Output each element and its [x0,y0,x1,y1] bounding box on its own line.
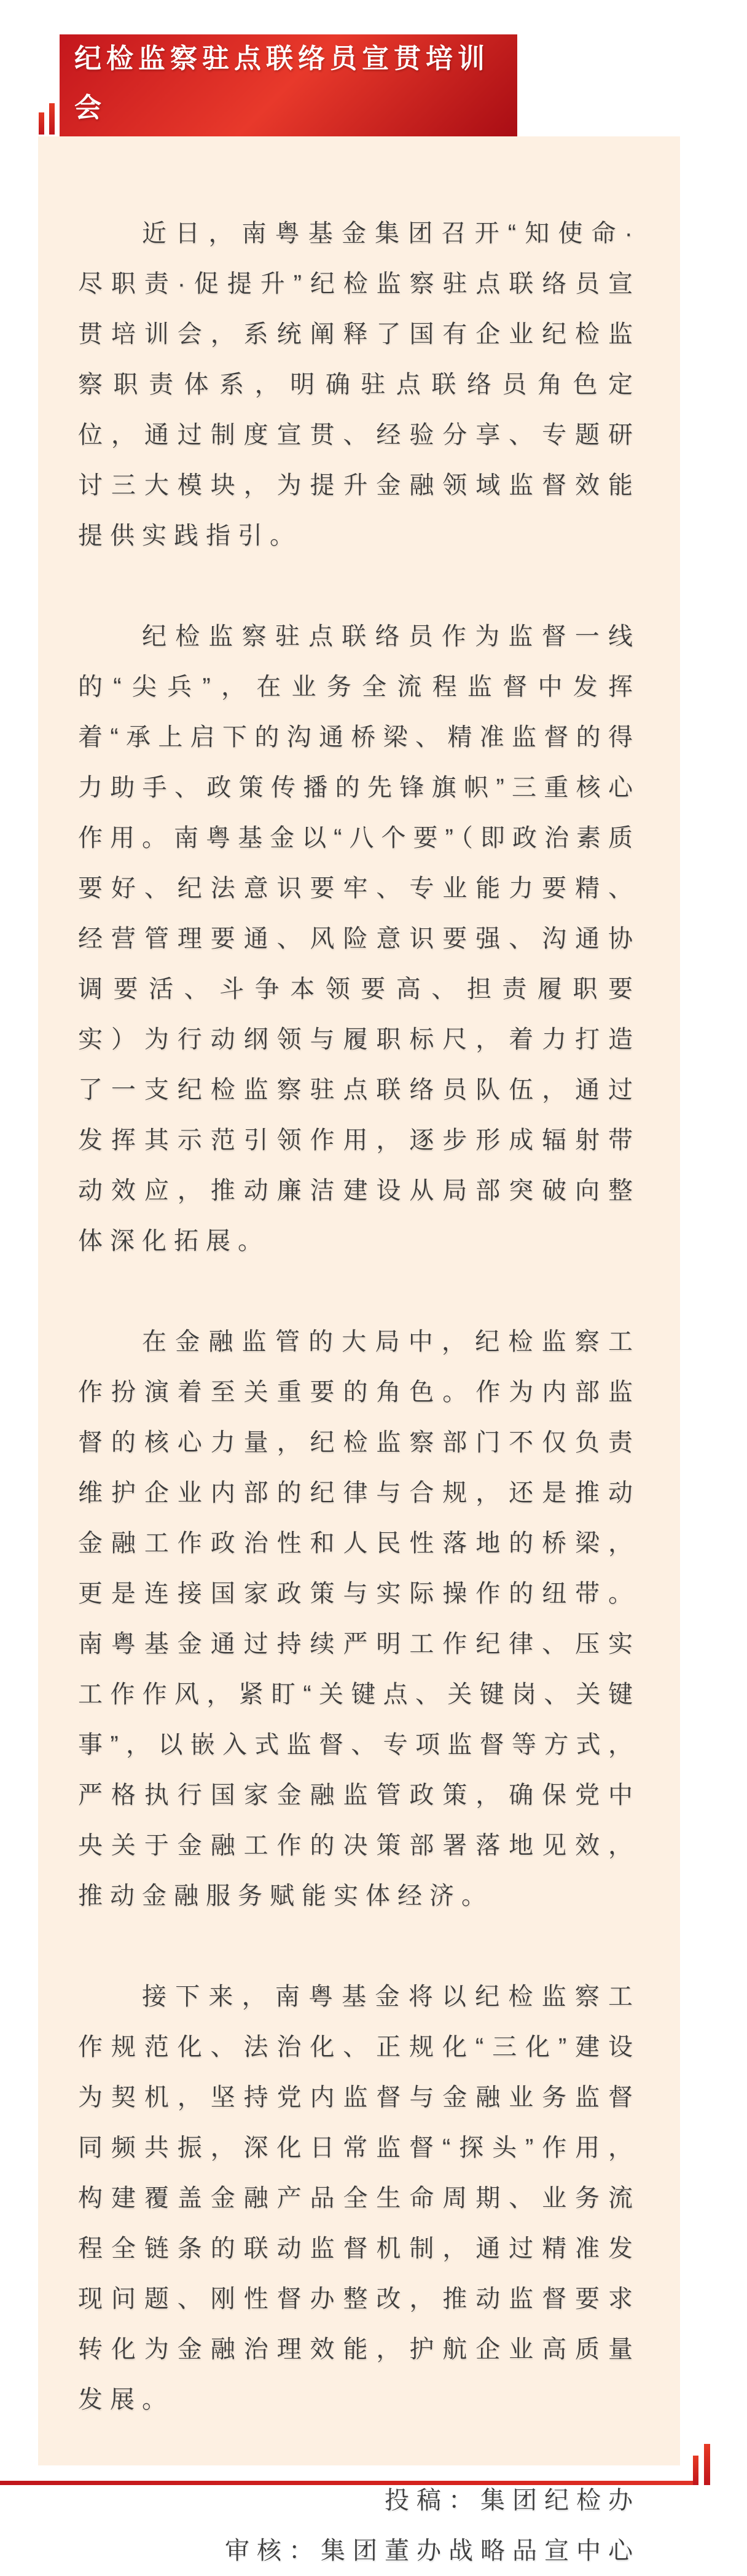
top-left-accent-bar-tall [49,103,55,135]
bottom-right-accent-bar-tall [704,2444,710,2485]
article-paragraph: 近日，南粤基金集团召开“知使命·尽职责·促提升”纪检监察驻点联络员宣贯培训会，系统阐释了国有企业纪检监察职责体系，明确驻点联络员角色定位，通过制度宣贯、经验分享、专题研讨三大模块，为提升金融领域监督效能提供实践指引。 [78,220,640,549]
top-left-accent-bar-short [39,112,44,135]
title-banner [60,34,517,136]
byline-submitter: 投稿：集团纪检办 [385,2487,640,2514]
article-paragraph: 接下来，南粤基金将以纪检监察工作规范化、法治化、正规化“三化”建设为契机，坚持党内监督与金融业务监督同频共振，深化日常监督“探头”作用，构建覆盖金融产品全生命周期、业务流程全链条的联动监督机制，通过精准发现问题、刚性督办整改，推动监督要求转化为金融治理效能，护航企业高质量发展。 [78,1983,640,2413]
byline-block [78,2475,640,2576]
article-title: 纪检监察驻点联络员宣贯培训会 [74,44,490,123]
bottom-accent-line [0,2481,698,2485]
article-paragraph: 在金融监管的大局中，纪检监察工作扮演着至关重要的角色。作为内部监督的核心力量，纪检监察部门不仅负责维护企业内部的纪律与合规，还是推动金融工作政治性和人民性落地的桥梁，更是连接国家政策与实际操作的纽带。南粤基金通过持续严明工作纪律、压实工作作风，紧盯“关键点、关键岗、关键事”，以嵌入式监督、专项监督等方式，严格执行国家金融监管政策，确保党中央关于金融工作的决策部署落地见效，推动金融服务赋能实体经济。 [78,1328,640,1909]
bottom-right-accent-bar-short [693,2456,698,2485]
article-body [38,136,680,2564]
byline-reviewer: 审核：集团董办战略品宣中心 [225,2537,640,2564]
article-paragraph: 纪检监察驻点联络员作为监督一线的“尖兵”，在业务全流程监督中发挥着“承上启下的沟通桥梁、精准监督的得力助手、政策传播的先锋旗帜”三重核心作用。南粤基金以“八个要”（即政治素质要好、纪法意识要牢、专业能力要精、经营管理要通、风险意识要强、沟通协调要活、斗争本领要高、担责履职要实）为行动纲领与履职标尺，着力打造了一支纪检监察驻点联络员队伍，通过发挥其示范引领作用，逐步形成辐射带动效应，推动廉洁建设从局部突破向整体深化拓展。 [78,623,640,1255]
